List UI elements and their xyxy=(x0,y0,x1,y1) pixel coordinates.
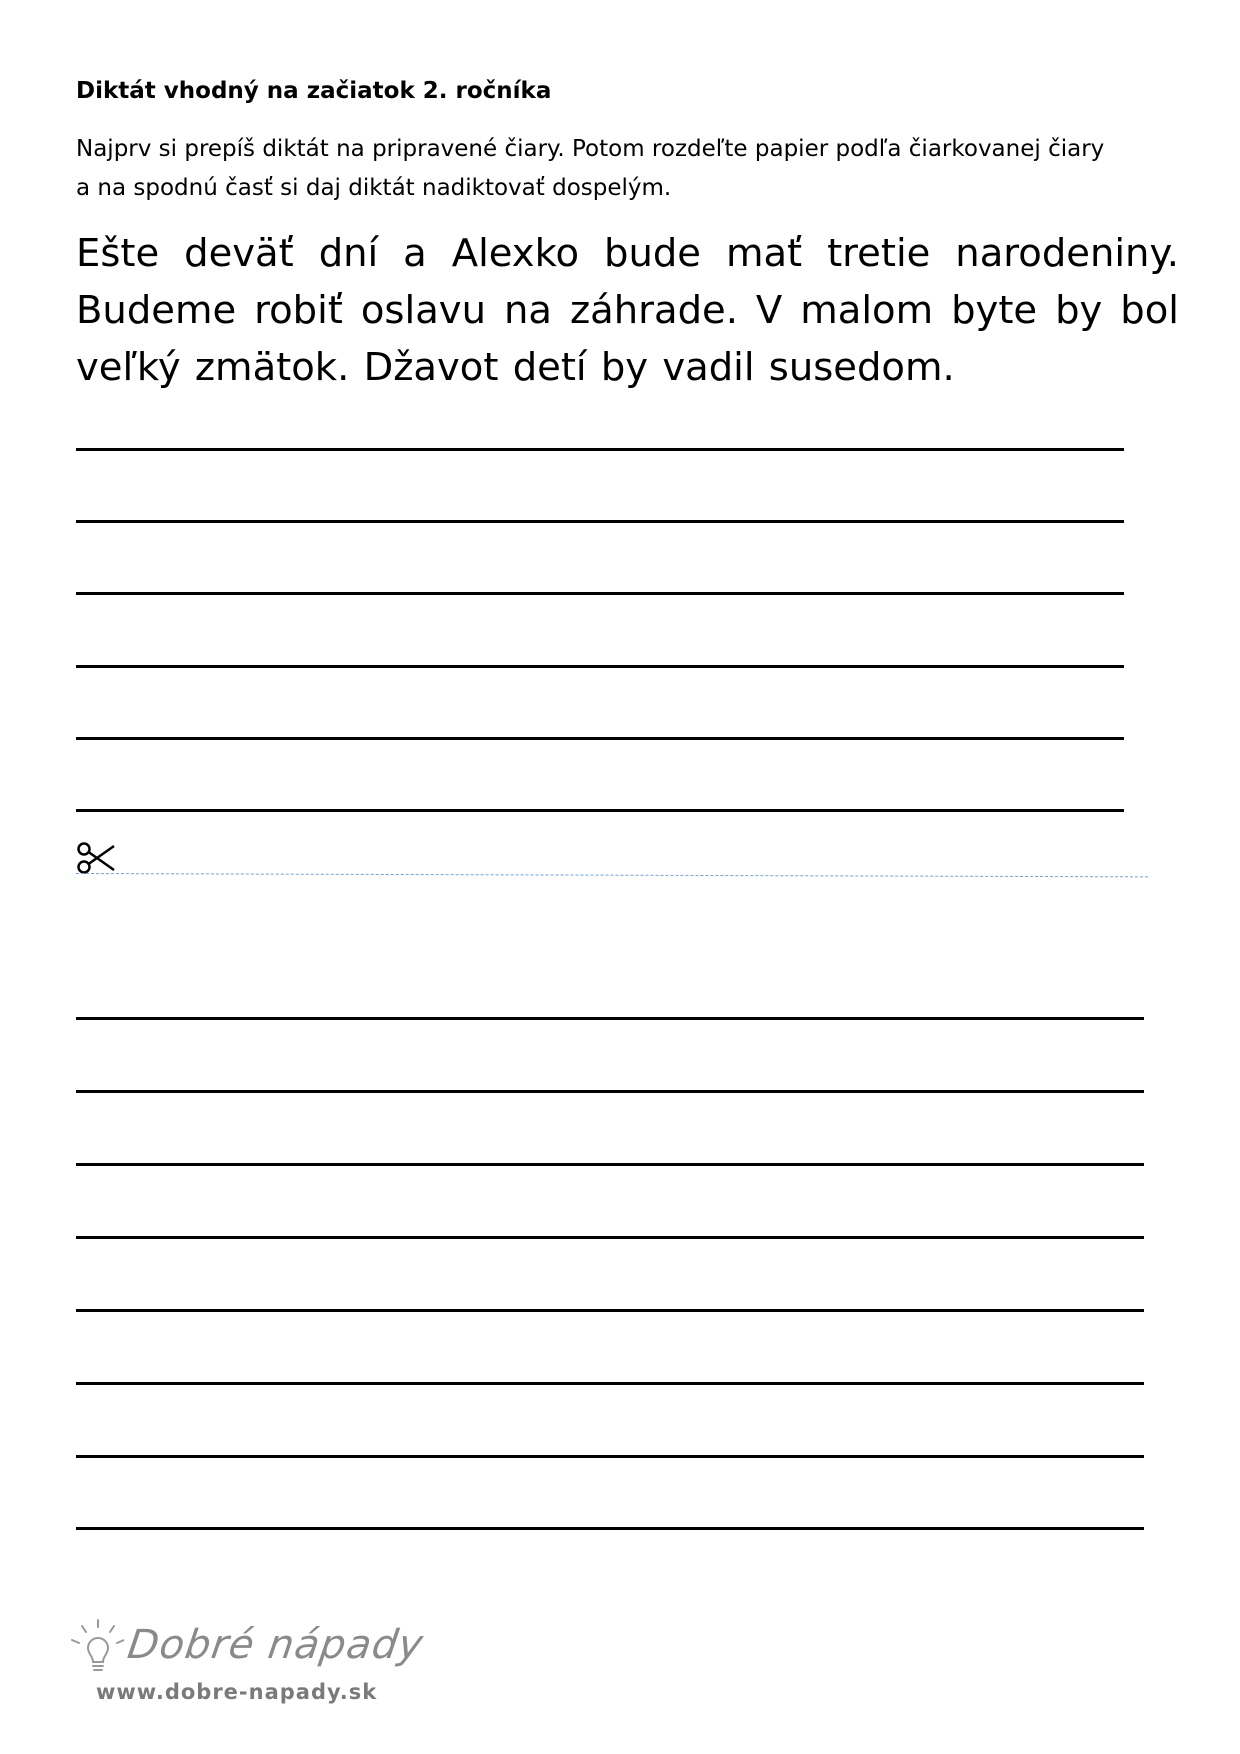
dictation-text: Ešte deväť dní a Alexko bude mať tretie narodeniny. Budeme robiť oslavu na záhrade. V malom byte by bol veľký zmätok. Džavot detí by vadil susedom. xyxy=(76,231,1179,390)
writing-line xyxy=(76,1017,1144,1020)
logo-text: Dobré nápady xyxy=(124,1622,427,1668)
page-title: Diktát vhodný na začiatok 2. ročníka xyxy=(76,78,552,104)
writing-line xyxy=(76,592,1124,595)
website-url: www.dobre-napady.sk xyxy=(96,1680,378,1704)
writing-line xyxy=(76,520,1124,523)
writing-line xyxy=(76,1382,1144,1385)
writing-line xyxy=(76,809,1124,812)
writing-line xyxy=(76,1163,1144,1166)
writing-line xyxy=(76,1309,1144,1312)
writing-line xyxy=(76,1455,1144,1458)
instruction-line-2: a na spodnú časť si daj diktát nadiktovať dospelým. xyxy=(76,175,672,201)
writing-line xyxy=(76,1236,1144,1239)
writing-line xyxy=(76,448,1124,451)
lightbulb-icon xyxy=(66,1618,124,1680)
writing-line xyxy=(76,1527,1144,1530)
scissors-icon xyxy=(76,840,116,876)
writing-line xyxy=(76,665,1124,668)
writing-line xyxy=(76,1090,1144,1093)
writing-line xyxy=(76,737,1124,740)
instruction-line-1: Najprv si prepíš diktát na pripravené čiary. Potom rozdeľte papier podľa čiarkovanej čiary xyxy=(76,136,1105,162)
cut-line xyxy=(76,873,1148,877)
footer-logo xyxy=(66,1618,427,1718)
